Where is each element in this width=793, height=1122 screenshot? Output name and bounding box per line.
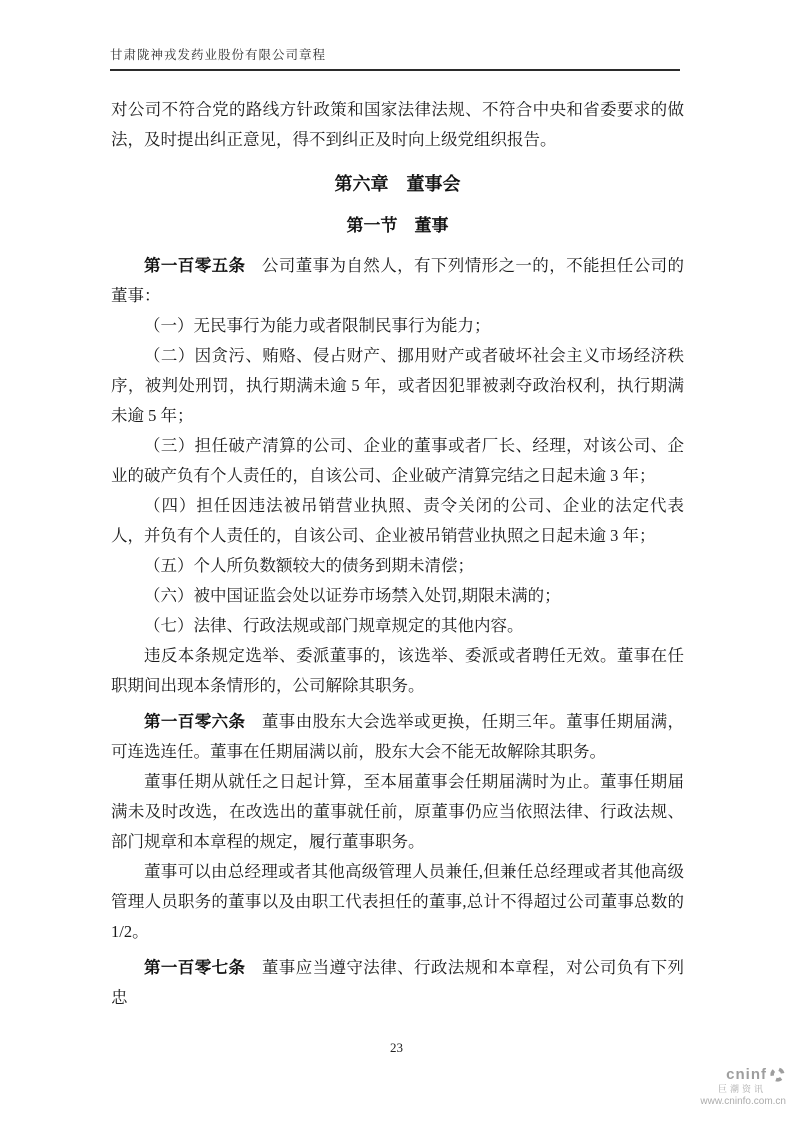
body-paragraph: （二）因贪污、贿赂、侵占财产、挪用财产或者破坏社会主义市场经济秩序，被判处刑罚，执行期满未逾 5 年，或者因犯罪被剥夺政治权利，执行期满未逾 5 年； <box>111 346 684 425</box>
article-number: 第一百零七条 <box>144 959 246 977</box>
cninfo-brand-chinese: 巨潮资讯 <box>717 1084 766 1094</box>
page-number: 23 <box>390 1040 403 1055</box>
body-paragraph: （四）担任因违法被吊销营业执照、责令关闭的公司、企业的法定代表人，并负有个人责任的，自该公司、企业被吊销营业执照之日起未逾 3 年； <box>111 496 684 545</box>
header-title: 甘肃陇神戎发药业股份有限公司章程 <box>110 48 327 62</box>
page-header <box>110 46 680 71</box>
body-paragraph: 董事任期从就任之日起计算，至本届董事会任期届满时为止。董事任期届满未及时改选，在改选出的董事就任前，原董事仍应当依照法律、行政法规、部门规章和本章程的规定，履行董事职务。 <box>111 772 684 851</box>
cninfo-brand-text: cninf <box>726 1065 767 1083</box>
body-paragraph: （六）被中国证监会处以证券市场禁入处罚,期限未满的； <box>144 586 561 605</box>
body-paragraph: （一）无民事行为能力或者限制民事行为能力； <box>144 316 491 335</box>
article-paragraph: 第一百零五条 公司董事为自然人，有下列情形之一的，不能担任公司的董事： <box>111 256 685 305</box>
header-rule <box>110 69 680 71</box>
body-paragraph: 违反本条规定选举、委派董事的，该选举、委派或者聘任无效。董事在任职期间出现本条情形的，公司解除其职务。 <box>111 646 684 695</box>
document-body <box>111 95 684 1013</box>
section-heading: 第一节 董事 <box>346 216 449 235</box>
article-number: 第一百零五条 <box>144 257 246 275</box>
cninfo-swirl-icon <box>769 1066 786 1083</box>
article-number: 第一百零六条 <box>144 713 246 731</box>
chapter-heading: 第六章 董事会 <box>334 174 461 194</box>
body-paragraph: 对公司不符合党的路线方针政策和国家法律法规、不符合中央和省委要求的做法，及时提出纠正意见，得不到纠正及时向上级党组织报告。 <box>111 100 684 149</box>
article-paragraph: 第一百零六条 董事由股东大会选举或更换，任期三年。董事任期届满，可连选连任。董事在任期届满以前，股东大会不能无故解除其职务。 <box>111 712 685 761</box>
cninfo-brand-row <box>726 1066 786 1083</box>
body-paragraph: （三）担任破产清算的公司、企业的董事或者厂长、经理，对该公司、企业的破产负有个人责任的，自该公司、企业破产清算完结之日起未逾 3 年； <box>111 436 684 485</box>
article-paragraph: 第一百零七条 董事应当遵守法律、行政法规和本章程，对公司负有下列忠 <box>111 958 685 1007</box>
body-paragraph: （七）法律、行政法规或部门规章规定的其他内容。 <box>144 616 524 635</box>
cninfo-url: www.cninfo.com.cn <box>700 1096 786 1107</box>
body-paragraph: （五）个人所负数额较大的债务到期未清偿； <box>144 556 474 575</box>
body-paragraph: 董事可以由总经理或者其他高级管理人员兼任,但兼任总经理或者其他高级管理人员职务的董事以及由职工代表担任的董事,总计不得超过公司董事总数的1/2。 <box>111 862 684 941</box>
cninfo-watermark <box>700 1066 786 1108</box>
